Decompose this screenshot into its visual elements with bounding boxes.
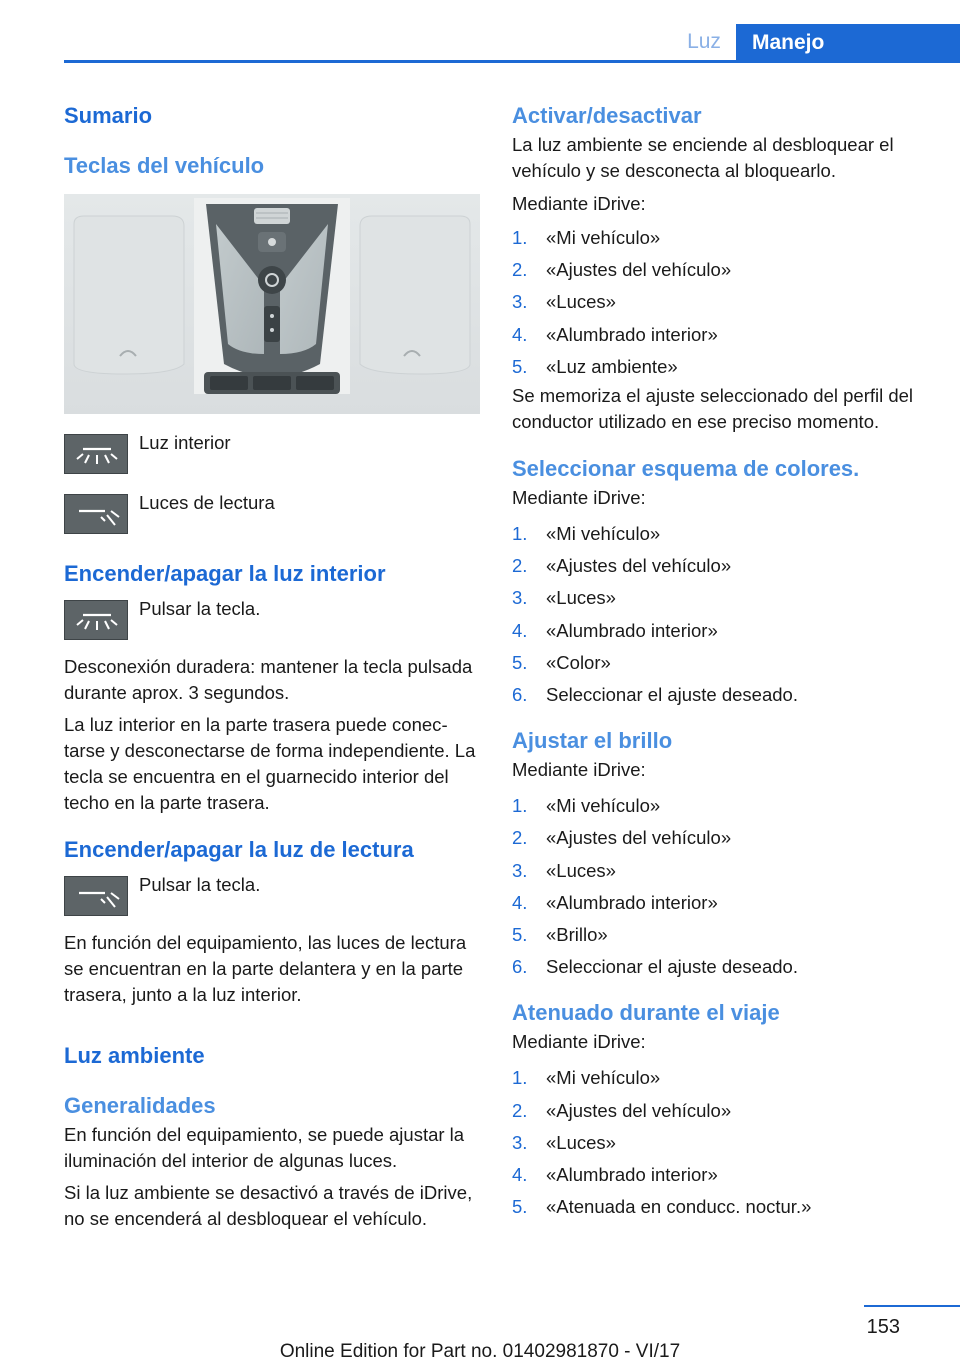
footer-rule bbox=[864, 1305, 960, 1307]
brillo-heading: Ajustar el brillo bbox=[512, 728, 673, 754]
reading-light-key-2 bbox=[64, 876, 128, 916]
sumario-heading: Sumario bbox=[64, 103, 153, 128]
interior-light-key bbox=[64, 434, 128, 474]
colores-steps bbox=[512, 518, 924, 711]
reading-light-label: Luces de lectura bbox=[139, 492, 275, 513]
activar-via: Mediante iDrive: bbox=[512, 193, 646, 214]
reading-key-row bbox=[64, 876, 480, 916]
list-item: 2. «Ajustes del vehículo» bbox=[512, 555, 732, 577]
generalidades-heading: Generalidades bbox=[64, 1093, 216, 1118]
reading-key-instruction: Pulsar la tecla. bbox=[139, 874, 261, 895]
teclas-heading: Teclas del vehículo bbox=[64, 153, 265, 178]
list-item: 4. «Alumbrado interior» bbox=[512, 323, 718, 345]
interior-heading: Encender/apagar la luz interior bbox=[64, 561, 386, 586]
list-item: 2. «Ajustes del vehículo» bbox=[512, 259, 732, 281]
interior-key-row bbox=[64, 600, 480, 640]
list-item: 4. «Alumbrado interior» bbox=[512, 891, 718, 913]
key-row-reading bbox=[64, 494, 480, 534]
key-row-interior bbox=[64, 434, 480, 474]
list-item: 3. «Luces» bbox=[512, 587, 616, 609]
header-chapter-tab[interactable]: Manejo bbox=[736, 24, 960, 62]
list-item: 5. «Atenuada en conducc. noctur.» bbox=[512, 1196, 812, 1218]
page-number: 153 bbox=[866, 1316, 900, 1338]
brillo-via: Mediante iDrive: bbox=[512, 759, 646, 781]
interior-paragraph-1: Desconexión duradera: mantener la tecla pulsada durante aprox. 3 segundos. bbox=[64, 656, 473, 703]
reading-heading: Encender/apagar la luz de lectura bbox=[64, 837, 414, 862]
list-item: 5. «Luz ambiente» bbox=[512, 355, 678, 377]
reading-paragraph-1: En función del equipamiento, las luces de lectura se encuentran en la parte delantera y en la parte trasera, junto a la luz interior. bbox=[64, 932, 467, 1005]
ceiling-console-photo bbox=[64, 194, 480, 414]
list-item: 2. «Ajustes del vehículo» bbox=[512, 827, 732, 849]
interior-light-icon bbox=[65, 435, 129, 475]
brillo-steps bbox=[512, 790, 924, 983]
header-rule bbox=[64, 60, 960, 63]
reading-light-key bbox=[64, 494, 128, 534]
footer-edition-text: Online Edition for Part no. 01402981870 - VI/17 bbox=[279, 1341, 681, 1362]
ambiente-heading: Luz ambiente bbox=[64, 1043, 205, 1068]
left-column bbox=[64, 100, 480, 1232]
activar-paragraph-1: La luz ambiente se enciende al desbloquear el vehículo y se desconecta al bloquearlo. bbox=[512, 134, 894, 181]
list-item: 4. «Alumbrado interior» bbox=[512, 619, 718, 641]
reading-light-icon bbox=[65, 877, 129, 917]
interior-light-label: Luz interior bbox=[139, 432, 231, 453]
list-item: 3. «Luces» bbox=[512, 859, 616, 881]
right-column bbox=[512, 100, 924, 1223]
list-item: 4. «Alumbrado interior» bbox=[512, 1164, 718, 1186]
list-item: 5. «Color» bbox=[512, 651, 611, 673]
ceiling-console-illustration bbox=[64, 194, 480, 414]
list-item: 1. «Mi vehículo» bbox=[512, 523, 661, 545]
activar-steps bbox=[512, 222, 924, 383]
activar-heading: Activar/desactivar bbox=[512, 103, 702, 128]
interior-light-icon bbox=[65, 601, 129, 641]
ambiente-paragraph-2: Si la luz ambiente se desactivó a través de iDrive, no se encenderá al desbloquear el vehículo. bbox=[64, 1182, 473, 1229]
atenuado-steps bbox=[512, 1062, 924, 1223]
list-item: 6. Seleccionar el ajuste deseado. bbox=[512, 956, 798, 978]
header-section-tab[interactable]: Luz bbox=[687, 30, 721, 53]
colores-heading: Seleccionar esquema de colores. bbox=[512, 456, 860, 482]
list-item: 1. «Mi vehículo» bbox=[512, 795, 661, 817]
interior-key-instruction: Pulsar la tecla. bbox=[139, 598, 261, 619]
list-item: 2. «Ajustes del vehículo» bbox=[512, 1099, 732, 1121]
colores-via: Mediante iDrive: bbox=[512, 487, 646, 509]
activar-paragraph-2: Se memoriza el ajuste seleccionado del perfil del conductor utilizado en ese preciso momento. bbox=[512, 385, 914, 433]
atenuado-via: Mediante iDrive: bbox=[512, 1031, 646, 1053]
interior-paragraph-2: La luz interior en la parte trasera puede conectarse y desconectarse de forma independiente. La tecla se encuentra en el guarnecido interior del techo en la parte trasera. bbox=[64, 714, 476, 813]
list-item: 3. «Luces» bbox=[512, 291, 616, 313]
ambiente-paragraph-1: En función del equipamiento, se puede ajustar la iluminación del interior de algunas luces. bbox=[64, 1124, 465, 1171]
list-item: 3. «Luces» bbox=[512, 1131, 616, 1153]
list-item: 1. «Mi vehículo» bbox=[512, 227, 661, 248]
reading-light-icon bbox=[65, 495, 129, 535]
interior-light-key-2 bbox=[64, 600, 128, 640]
atenuado-heading: Atenuado durante el viaje bbox=[512, 1000, 780, 1026]
list-item: 6. Seleccionar el ajuste deseado. bbox=[512, 684, 798, 706]
list-item: 5. «Brillo» bbox=[512, 924, 608, 946]
list-item: 1. «Mi vehículo» bbox=[512, 1067, 661, 1089]
